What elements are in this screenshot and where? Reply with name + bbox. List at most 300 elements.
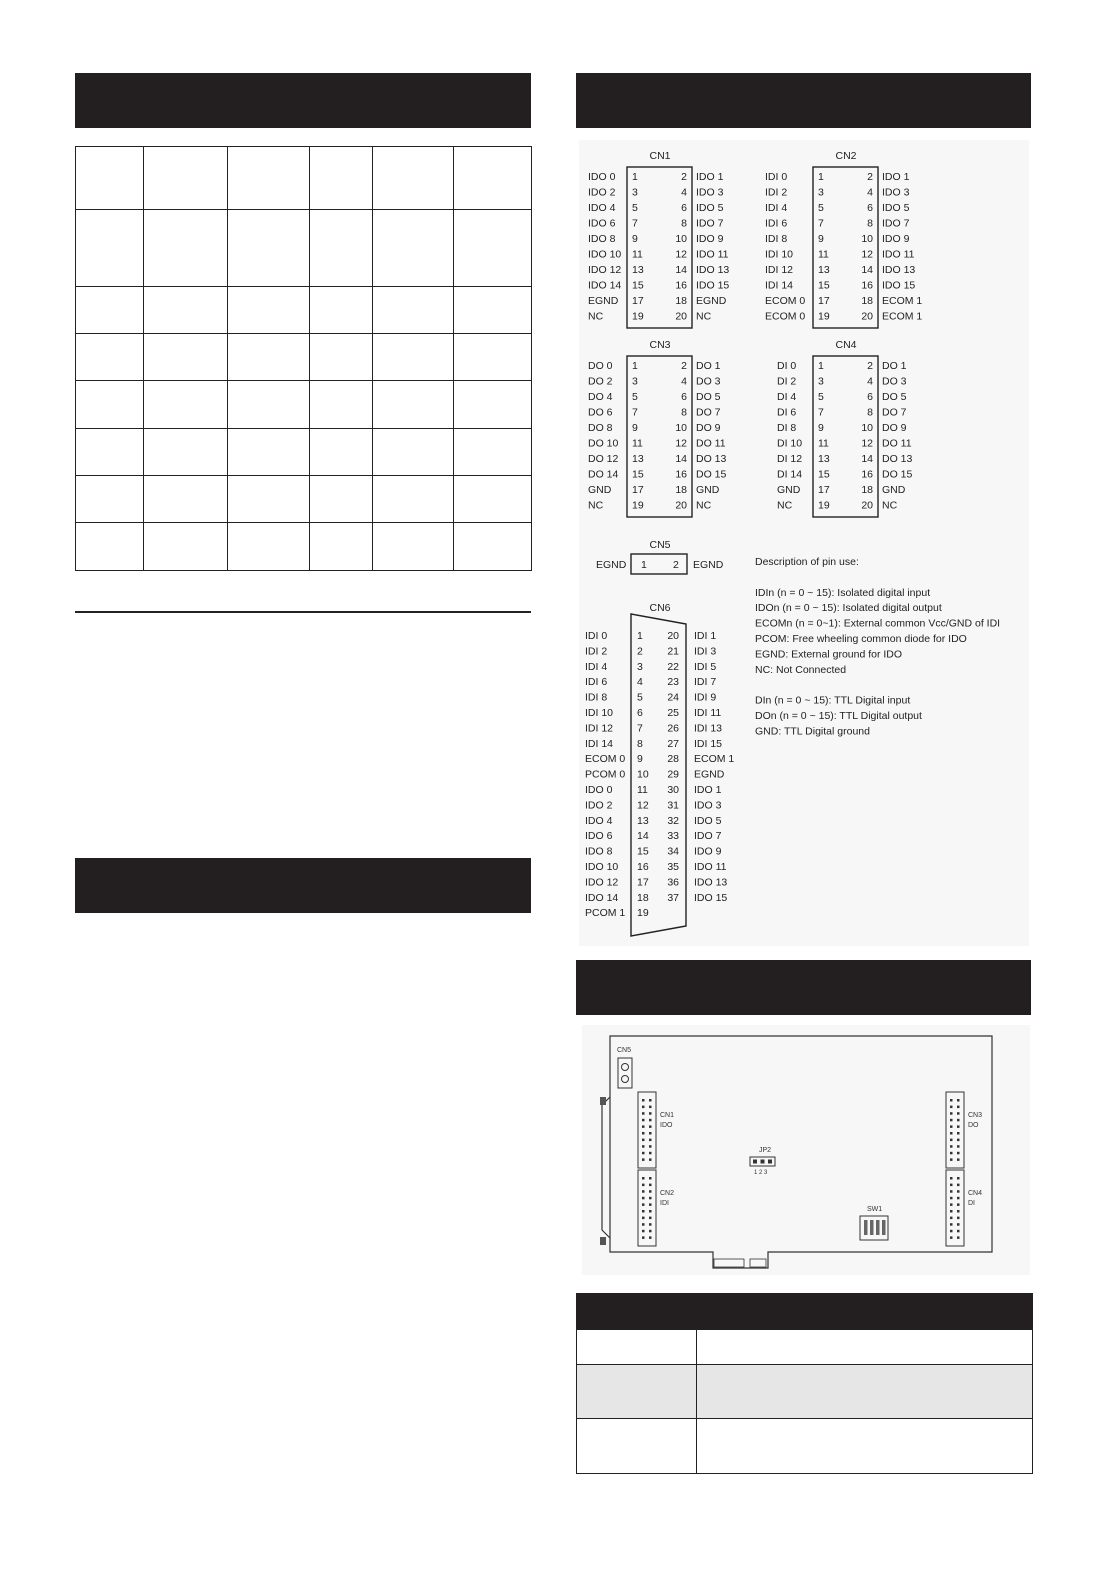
cn2-title: CN2 [835,150,857,162]
cn6-left-label: PCOM 0 [585,768,626,781]
cn6-left-label: IDO 0 [585,784,613,796]
cn1-pin-even: 10 [675,233,687,245]
cn3-left-label: NC [588,499,604,512]
cn6-left-pin: 7 [637,722,643,735]
cn6-left-pin: 9 [637,753,643,766]
cn1-right-label: IDO 15 [696,279,730,292]
cn1-pin-odd: 15 [632,279,644,292]
cn2-pin-even: 6 [867,202,873,214]
cn6-right-pin: 36 [667,876,679,889]
board-layout-diagram [582,1025,1030,1275]
pcb-outline [610,1036,992,1268]
cn6-right-label: IDI 9 [694,691,717,704]
cn4-right-label: GND [882,484,906,496]
section-header-bar-pin-assignment [576,73,1031,128]
jumper-table [576,1293,1033,1474]
cn6-right-label: EGND [694,768,725,781]
board-cn2-pin [649,1184,652,1187]
cn1-right-label: IDO 3 [696,186,724,199]
board-cn1-pin [642,1145,645,1148]
cn6-left-pin: 18 [637,891,649,904]
board-cn3-pin [957,1158,960,1161]
cn3-pin-even: 6 [681,391,687,403]
cn4-pin-even: 6 [867,391,873,403]
cn3-pin-even: 18 [675,484,687,496]
board-cn3-pin [950,1145,953,1148]
board-cn1-pin [642,1112,645,1115]
cn2-right-label: ECOM 1 [882,295,923,307]
board-cn2-pin [642,1217,645,1220]
cn6-left-pin: 1 [637,630,643,642]
cn1-right-label: NC [696,310,712,323]
board-sw1-switch [864,1220,868,1235]
cn4-left-label: DI 10 [777,437,803,450]
cn6-left-pin: 11 [637,784,648,796]
board-sw1-switch [870,1220,874,1235]
cn6-right-pin: 34 [667,845,679,858]
cn3-pin-odd: 17 [632,484,644,496]
cn3-pin-even: 16 [675,468,687,481]
cn2-right-label: IDO 5 [882,202,910,214]
board-cn2-pin [649,1203,652,1206]
pin-assignment-svg [579,140,1029,946]
board-cn1-pin [642,1119,645,1122]
cn1-right-label: EGND [696,295,727,307]
board-cn4-pin [957,1184,960,1187]
cn3-pin-even: 8 [681,406,687,419]
cn6-left-pin: 2 [637,645,643,658]
cn3-left-label: DO 0 [588,360,613,372]
cn6-left-pin: 10 [637,768,649,781]
cn6-left-label: IDO 12 [585,876,619,889]
cn2-left-label: IDI 10 [765,248,794,261]
cn6-right-pin: 23 [667,676,679,689]
cn6-left-pin: 13 [637,814,649,827]
board-jp2-pin [768,1160,772,1164]
board-cn1-pin [642,1125,645,1128]
cn2-right-label: IDO 11 [882,248,915,261]
cn6-left-label: IDI 4 [585,660,608,673]
cn6-left-label: IDO 6 [585,830,613,843]
cn1-pin-odd: 5 [632,202,638,214]
board-cn2-pin [649,1230,652,1233]
board-cn1-sublabel: IDO [660,1122,673,1129]
cn6-right-label: IDI 1 [694,630,717,642]
cn1-left-label: IDO 6 [588,217,616,230]
cn4-left-label: DI 8 [777,422,797,434]
cn4-right-label: DO 9 [882,422,907,434]
cn6-left-label: IDI 0 [585,630,608,642]
board-cn3-pin [957,1152,960,1155]
cn2-left-label: IDI 0 [765,171,788,183]
cn3-right-label: DO 7 [696,406,721,419]
cn4-pin-odd: 7 [818,406,824,419]
cn4-pin-even: 16 [861,468,873,481]
spec-table [75,146,532,571]
cn1-right-label: IDO 1 [696,171,724,183]
board-cn4-pin [957,1177,960,1180]
cn1-pin-odd: 1 [632,171,638,183]
cn6-left-pin: 5 [637,691,643,704]
board-cn1-pin [642,1139,645,1142]
cn1-pin-even: 14 [675,264,687,276]
board-cn2-pin [642,1210,645,1213]
cn6-title: CN6 [649,602,671,614]
board-cn4-sublabel: DI [968,1200,975,1207]
section-header-bar-left-2 [75,858,531,913]
cn6-right-pin: 21 [667,645,679,658]
board-cn5-pin [622,1076,629,1083]
cn1-pin-even: 18 [675,295,687,307]
board-cn2-pin [649,1177,652,1180]
cn4-left-label: DI 0 [777,360,797,372]
cn6-left-label: ECOM 0 [585,753,626,766]
cn6-left-label: IDI 12 [585,722,614,735]
cn3-left-label: DO 14 [588,468,619,481]
cn1-right-label: IDO 13 [696,264,730,276]
cn6-left-pin: 4 [637,676,643,689]
cn2-pin-even: 12 [861,248,873,261]
pin-description-line: GND: TTL Digital ground [755,725,870,738]
cn2-pin-even: 2 [867,171,873,183]
cn1-pin-even: 16 [675,279,687,292]
cn1-pin-even: 8 [681,217,687,230]
board-cn2-pin [642,1203,645,1206]
cn2-pin-even: 14 [861,264,873,276]
board-cn2-pin [649,1236,652,1239]
cn1-left-label: IDO 14 [588,279,622,292]
cn4-pin-odd: 19 [818,499,830,512]
board-cn2-label: CN2 [660,1190,675,1197]
cn3-pin-even: 12 [675,437,687,450]
cn2-pin-even: 4 [867,186,873,199]
cn1-pin-even: 6 [681,202,687,214]
cn4-right-label: DO 5 [882,391,907,403]
cn3-pin-odd: 11 [632,437,643,450]
cn3-right-label: GND [696,484,720,496]
pin-assignment-diagram [579,140,1029,946]
board-cn4-pin [957,1210,960,1213]
cn6-left-pin: 12 [637,799,649,812]
cn2-left-label: IDI 6 [765,217,788,230]
cn2-pin-even: 10 [861,233,873,245]
board-cn2-sublabel: IDI [660,1200,669,1207]
board-cn1-pin [649,1132,652,1135]
cn4-left-label: DI 14 [777,468,803,481]
cn3-right-label: NC [696,499,712,512]
board-cn1-pin [649,1125,652,1128]
cn6-right-pin: 22 [667,660,679,673]
board-cn1-pin [649,1145,652,1148]
cn3-pin-odd: 19 [632,499,644,512]
cn6-left-label: IDI 14 [585,737,614,750]
board-cn2-connector [638,1170,656,1246]
cn3-pin-even: 10 [675,422,687,434]
pin-description-line: PCOM: Free wheeling common diode for IDO [755,633,967,645]
cn2-pin-even: 8 [867,217,873,230]
cn4-left-label: DI 6 [777,406,797,419]
cn2-pin-odd: 13 [818,264,830,276]
cn6-right-label: IDI 3 [694,645,717,658]
cn6-right-label: IDO 7 [694,830,722,843]
board-cn2-pin [642,1236,645,1239]
board-cn3-pin [950,1158,953,1161]
cn6-right-pin: 30 [667,784,679,796]
cn2-right-label: IDO 13 [882,264,916,276]
cn3-right-label: DO 15 [696,468,727,481]
cn6-right-label: IDI 15 [694,737,723,750]
cn6-left-label: IDI 2 [585,645,608,658]
board-cn4-pin [957,1217,960,1220]
bracket-screw-top [600,1097,606,1105]
cn4-title: CN4 [835,339,857,351]
cn6-left-label: IDO 10 [585,861,619,873]
board-cn3-pin [957,1099,960,1102]
cn6-right-label: IDO 13 [694,876,728,889]
cn4-left-label: DI 2 [777,375,797,388]
cn6-right-label: IDO 5 [694,814,722,827]
board-cn5-pin [622,1064,629,1071]
cn2-left-label: IDI 2 [765,186,788,199]
cn1-left-label: IDO 8 [588,233,616,245]
board-cn3-pin [950,1112,953,1115]
cn6-left-pin: 3 [637,660,643,673]
board-cn4-pin [957,1236,960,1239]
board-cn3-pin [957,1119,960,1122]
cn4-pin-odd: 9 [818,422,824,434]
cn6-right-label: IDI 11 [694,707,722,719]
cn3-left-label: GND [588,484,612,496]
board-cn5-connector [618,1058,632,1088]
cn6-left-label: IDI 8 [585,691,608,704]
board-cn1-pin [649,1119,652,1122]
cn1-right-label: IDO 9 [696,233,724,245]
board-cn3-sublabel: DO [968,1122,979,1129]
board-cn3-pin [957,1125,960,1128]
cn3-pin-odd: 13 [632,453,644,465]
cn2-pin-odd: 3 [818,186,824,199]
cn2-left-label: ECOM 0 [765,310,806,323]
cn6-left-pin: 14 [637,830,649,843]
cn6-right-pin: 33 [667,830,679,843]
cn6-left-label: IDO 8 [585,845,613,858]
cn2-pin-even: 18 [861,295,873,307]
board-cn3-pin [957,1139,960,1142]
board-cn3-pin [957,1106,960,1109]
cn5-left-label: EGND [596,559,627,571]
cn3-right-label: DO 1 [696,360,721,372]
cn2-pin-odd: 7 [818,217,824,230]
pin-description-line: IDIn (n = 0 ~ 15): Isolated digital input [755,586,931,599]
cn4-right-label: DO 7 [882,406,907,419]
cn6-right-pin: 37 [667,891,679,904]
cn1-pin-odd: 3 [632,186,638,199]
board-cn4-pin [950,1223,953,1226]
cn2-left-label: IDI 4 [765,202,788,214]
board-cn2-pin [649,1223,652,1226]
board-cn5-label: CN5 [617,1047,632,1054]
cn3-left-label: DO 6 [588,406,613,419]
board-cn3-pin [950,1106,953,1109]
board-cn3-label: CN3 [968,1112,983,1119]
cn4-left-label: NC [777,499,793,512]
cn4-pin-odd: 13 [818,453,830,465]
cn1-pin-odd: 17 [632,295,644,307]
board-cn4-pin [957,1197,960,1200]
board-cn2-pin [642,1223,645,1226]
cn6-right-pin: 25 [667,707,679,719]
cn4-left-label: DI 12 [777,453,803,465]
board-cn1-pin [649,1106,652,1109]
cn2-pin-odd: 19 [818,310,830,323]
board-cn4-pin [950,1197,953,1200]
cn3-right-label: DO 9 [696,422,721,434]
cn3-right-label: DO 3 [696,375,721,388]
cn6-left-label: IDI 10 [585,707,614,719]
cn2-right-label: IDO 9 [882,233,910,245]
board-cn4-pin [950,1210,953,1213]
cn4-left-label: DI 4 [777,391,797,403]
cn6-left-pin: 19 [637,907,649,920]
cn3-left-label: DO 10 [588,437,619,450]
pcie-fingers-a [714,1259,744,1267]
board-cn4-pin [950,1217,953,1220]
cn6-right-pin: 32 [667,814,679,827]
cn4-pin-even: 12 [861,437,873,450]
board-cn3-pin [950,1152,953,1155]
cn3-left-label: DO 2 [588,375,613,388]
cn4-pin-odd: 11 [818,437,829,450]
cn6-right-label: IDO 1 [694,784,722,796]
cn1-pin-even: 2 [681,171,687,183]
cn4-pin-even: 10 [861,422,873,434]
board-cn4-pin [957,1203,960,1206]
cn3-pin-odd: 5 [632,391,638,403]
cn1-pin-odd: 7 [632,217,638,230]
cn2-pin-odd: 5 [818,202,824,214]
cn1-left-label: NC [588,310,604,323]
board-jp2-pin-numbers: 1 2 3 [754,1170,768,1176]
cn4-pin-odd: 1 [818,360,824,372]
board-cn2-pin [642,1184,645,1187]
cn3-left-label: DO 12 [588,453,619,465]
board-cn1-pin [649,1112,652,1115]
cn3-title: CN3 [649,339,671,351]
cn2-right-label: IDO 3 [882,186,910,199]
cn6-right-label: IDO 11 [694,861,727,873]
cn6-left-label: IDO 14 [585,891,619,904]
board-cn1-pin [642,1132,645,1135]
cn4-pin-odd: 15 [818,468,830,481]
pin-description-line: DOn (n = 0 ~ 15): TTL Digital output [755,710,922,722]
board-cn2-pin [642,1190,645,1193]
pin-description-line: EGND: External ground for IDO [755,648,903,661]
cn6-right-pin: 29 [667,768,679,781]
cn3-pin-even: 20 [675,499,687,512]
board-layout-svg [582,1025,1030,1275]
board-cn1-label: CN1 [660,1112,675,1119]
board-cn1-pin [649,1158,652,1161]
cn3-pin-odd: 15 [632,468,644,481]
cn1-pin-odd: 9 [632,233,638,245]
cn1-left-label: IDO 2 [588,186,616,199]
cn4-pin-even: 2 [867,360,873,372]
pin-description-line: ECOMn (n = 0~1): External common Vcc/GND of IDI [755,617,1001,630]
board-cn3-connector [946,1092,964,1168]
cn1-right-label: IDO 7 [696,217,724,230]
board-cn1-pin [649,1152,652,1155]
cn2-pin-odd: 17 [818,295,830,307]
cn4-pin-odd: 17 [818,484,830,496]
cn6-right-label: ECOM 1 [694,753,735,766]
board-cn4-label: CN4 [968,1190,983,1197]
board-cn2-pin [642,1230,645,1233]
board-cn4-pin [950,1230,953,1233]
cn3-right-label: DO 5 [696,391,721,403]
cn1-pin-odd: 19 [632,310,644,323]
cn2-left-label: IDI 14 [765,279,794,292]
cn2-right-label: IDO 7 [882,217,910,230]
cn2-pin-odd: 1 [818,171,824,183]
cn6-left-label: PCOM 1 [585,907,626,920]
cn3-pin-odd: 9 [632,422,638,434]
cn5-right-label: EGND [693,559,724,571]
cn5-pin-1: 1 [641,559,647,571]
cn1-left-label: IDO 0 [588,171,616,183]
cn3-right-label: DO 11 [696,437,726,450]
cn4-right-label: DO 3 [882,375,907,388]
cn1-pin-even: 20 [675,310,687,323]
cn1-pin-odd: 11 [632,248,643,261]
board-jp2-label: JP2 [759,1147,772,1154]
table-row [577,1364,1032,1418]
section-divider [75,611,531,613]
board-cn3-pin [950,1132,953,1135]
board-cn1-pin [642,1099,645,1102]
cn2-right-label: IDO 1 [882,171,910,183]
board-sw1-switch [876,1220,880,1235]
cn6-right-label: IDI 5 [694,660,717,673]
board-cn3-pin [957,1132,960,1135]
jumper-table-header [576,1293,1033,1329]
cn6-left-pin: 17 [637,876,649,889]
cn2-left-label: IDI 8 [765,233,788,245]
board-cn1-pin [642,1158,645,1161]
cn2-pin-even: 20 [861,310,873,323]
board-cn1-connector [638,1092,656,1168]
cn1-pin-odd: 13 [632,264,644,276]
cn4-right-label: DO 11 [882,437,912,450]
pin-description-line: IDOn (n = 0 ~ 15): Isolated digital output [755,602,942,615]
cn4-left-label: GND [777,484,801,496]
cn3-left-label: DO 8 [588,422,613,434]
cn1-left-label: IDO 4 [588,202,616,214]
cn1-pin-even: 4 [681,186,687,199]
cn3-pin-odd: 1 [632,360,638,372]
cn6-bracket [602,1097,610,1238]
cn6-right-label: IDI 13 [694,722,723,735]
board-cn3-pin [950,1125,953,1128]
cn2-pin-odd: 11 [818,248,829,261]
board-cn4-pin [957,1223,960,1226]
board-cn2-pin [649,1190,652,1193]
board-cn3-pin [950,1139,953,1142]
board-jp2-pin [753,1160,757,1164]
cn1-left-label: IDO 12 [588,264,622,276]
cn1-right-label: IDO 5 [696,202,724,214]
board-cn4-pin [957,1190,960,1193]
pcie-fingers-b [750,1259,766,1267]
